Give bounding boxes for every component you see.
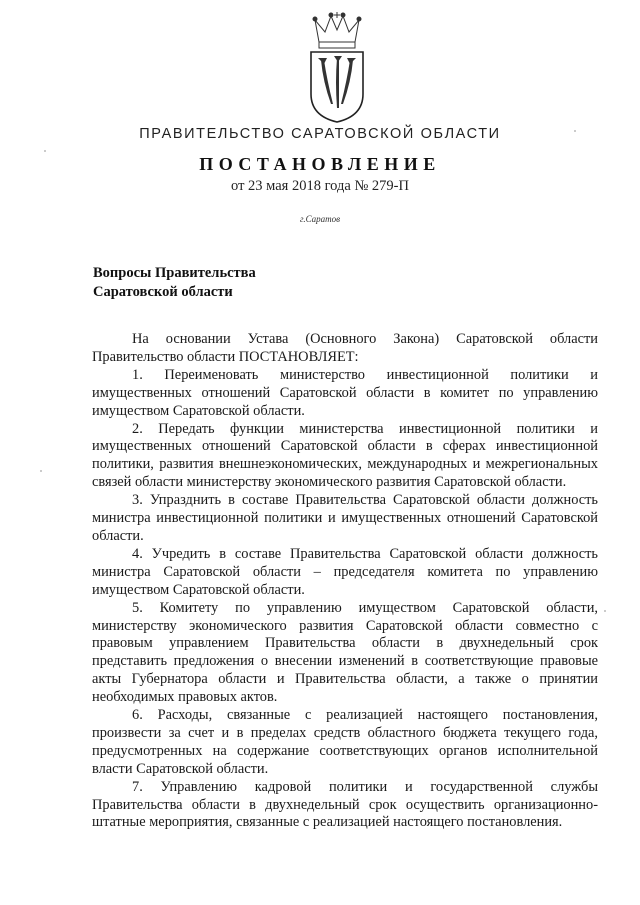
scan-speck [40,470,42,472]
saratov-coat-of-arms-icon [301,12,373,124]
scan-speck [604,610,606,612]
document-body [92,331,598,832]
body-paragraph: 6. Расходы, связанные с реализацией настоящего постановления, произвести за счет и в пределах средств областного бюджета текущего года, предусмотренных на содержание соответствующих органов исполнительной власти Саратовской области. [92,707,598,777]
body-paragraph: 1. Переименовать министерство инвестиционной политики и имущественных отношений Саратовской области в комитет по управлению имуществом Саратовской области. [92,366,598,419]
government-title: ПРАВИТЕЛЬСТВО САРАТОВСКОЙ ОБЛАСТИ [139,126,501,142]
body-paragraph: 7. Управлению кадровой политики и государственной службы Правительства области в двухнедельный срок осуществить организационно-штатные мероприятия, связанные с реализацией настоящего постановления. [92,778,598,831]
body-paragraph: 4. Учредить в составе Правительства Саратовской области должность министра Саратовской области – председателя комитета по управлению имуществом Саратовской области. [92,545,598,598]
body-paragraph: На основании Устава (Основного Закона) Саратовской области Правительство области ПОСТАНОВЛЯЕТ: [92,331,598,365]
scan-speck [574,130,576,132]
subject-line-1: Вопросы Правительства [93,265,256,281]
document-city: г.Саратов [299,214,341,224]
document-subject [93,264,256,302]
document-type-title: ПОСТАНОВЛЕНИЕ [199,154,441,174]
document-date-number: от 23 мая 2018 года № 279-П [231,178,409,194]
body-paragraph: 2. Передать функции министерства инвестиционной политики и имущественных отношений Саратовской области в сферах инвестиционной политики, развития внешнеэкономических, международных и межрегиональных связей области министерству экономического развития Саратовской области. [92,420,598,491]
body-paragraph: 3. Упразднить в составе Правительства Саратовской области должность министра инвестиционной политики и имущественных отношений Саратовской области. [92,492,598,544]
subject-line-2: Саратовской области [93,284,233,300]
body-paragraph: 5. Комитету по управлению имуществом Саратовской области, министерству экономического развития Саратовской области совместно с правовым управлением Правительства области в двухнедельный срок представить предложения о внесении изменений в соответствующие правовые акты Губернатора области и Правительства области, а также о принятии необходимых правовых актов. [92,599,598,706]
scan-speck [44,150,46,152]
